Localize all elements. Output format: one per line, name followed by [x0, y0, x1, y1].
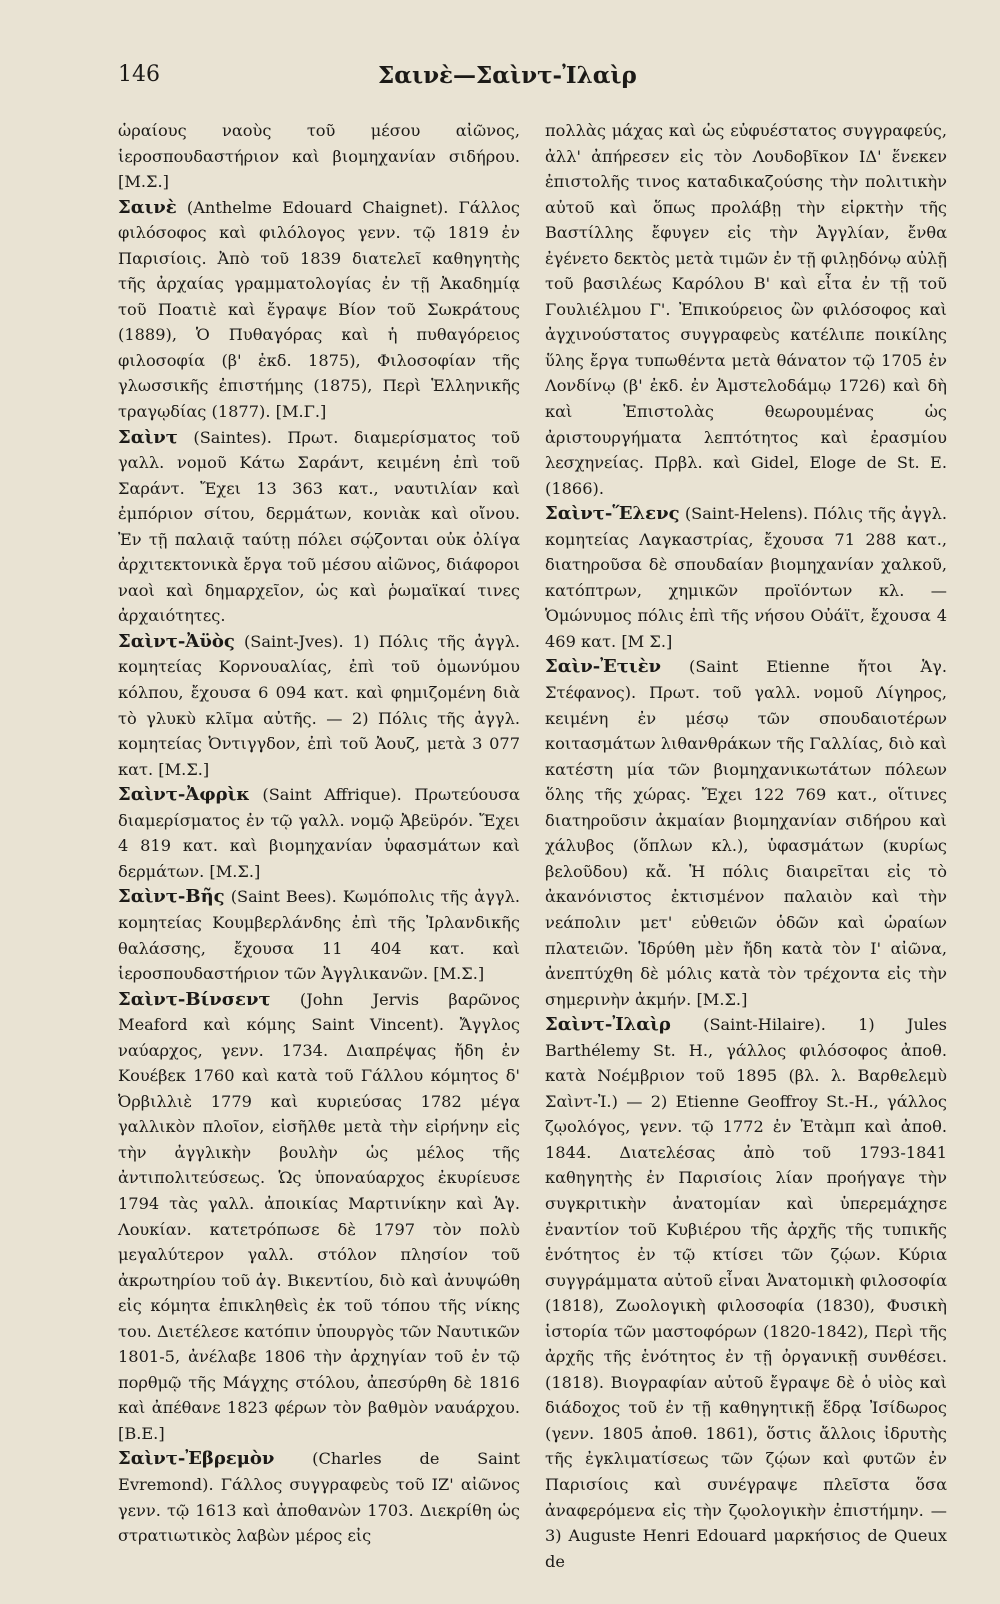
- entry-headword: Σαὶν-Ἐτιὲν: [545, 656, 662, 678]
- dictionary-entry: [545, 118, 947, 501]
- entry-headword: Σαὶντ-Βῆς: [118, 886, 225, 908]
- dictionary-entry: [118, 195, 520, 425]
- page-header: [118, 62, 938, 102]
- entry-headword: Σαὶντ-Ἀϋὸς: [118, 630, 235, 652]
- dictionary-entry: [118, 1446, 520, 1548]
- dictionary-entry: [545, 501, 947, 654]
- entry-headword: Σαὶντ-Ἕλενς: [545, 503, 680, 525]
- entry-headword: Σαὶντ-Ἐβρεμὸν: [118, 1448, 275, 1470]
- entry-text: (Saint-Jves). 1) Πόλις τῆς ἀγγλ. κομητείας Κορνουαλίας, ἐπὶ τοῦ ὁμωνύμου κόλπου, ἔχουσα 6 094 κατ. καὶ φημιζομένη διὰ τὸ γλυκὺ κλῖμα αὐτῆς. — 2) Πόλις τῆς ἀγγλ. κομητείας Ὀντιγγδον, ἐπὶ τοῦ Ἀουζ, μετὰ 3 077 κατ. [Μ.Σ.]: [118, 631, 520, 779]
- dictionary-entry: [545, 654, 947, 1012]
- dictionary-entry: [118, 425, 520, 629]
- entry-headword: Σαινὲ: [118, 196, 177, 218]
- dictionary-entry: [118, 987, 520, 1447]
- dictionary-entry: [545, 1012, 947, 1574]
- entry-headword: Σαὶντ-Ἀφρὶκ: [118, 784, 250, 806]
- left-column: [118, 118, 520, 1549]
- entry-text: (Saint Etienne ἤτοι Ἁγ. Στέφανος). Πρωτ. τοῦ γαλλ. νομοῦ Λίγηρος, κειμένη ἐν μέσῳ τῶν σπουδαιοτέρων κοιτασμάτων λιθανθράκων τῆς Γαλλίας, διὸ καὶ κατέστη μία τῶν βιομηχανικωτάτων πόλεων ὅλης τῆς χώρας. Ἔχει 122 769 κατ., οἵτινες διατηροῦσιν ἀκμαίαν βιομηχανίαν σιδήρου καὶ χάλυβος (ὅπλων κλ.), ὑφασμάτων (κυρίως βελοῦδου) κἄ. Ἡ πόλις διαιρεῖται εἰς τὸ ἀκανόνιστος ἐκτισμένον παλαιὸν καὶ τὴν νεάπολιν μετ' εὐθειῶν ὁδῶν καὶ ὡραίων πλατειῶν. Ἱδρύθη μὲν ἤδη κατὰ τὸν Ι' αἰῶνα, ἀνεπτύχθη δὲ μόλις κατὰ τὸν τρέχοντα εἰς τὴν σημερινὴν ἀκμήν. [Μ.Σ.]: [545, 657, 947, 1009]
- entry-text: (Saint-Helens). Πόλις τῆς ἀγγλ. κομητείας Λαγκαστρίας, ἔχουσα 71 288 κατ., διατηροῦσα δὲ σπουδαίαν βιομηχανίαν χαλκοῦ, κατόπτρων, χημικῶν προϊόντων κλ. — Ὁμώνυμος πόλις ἐπὶ τῆς νήσου Οὐάϊτ, ἔχουσα 4 469 κατ. [Μ Σ.]: [545, 504, 947, 651]
- entry-text: (Saint-Hilaire). 1) Jules Barthélemy St. H., γάλλος φιλόσοφος ἀποθ. κατὰ Νοέμβριον τοῦ 1895 (βλ. λ. Βαρθελεμὺ Σαὶντ-Ἰ.) — 2) Etienne Geoffroy St.-H., γάλλος ζῳολόγος, γενν. τῷ 1772 ἐν Ἐτὰμπ καὶ ἀποθ. 1844. Διατελέσας ἀπὸ τοῦ 1793-1841 καθηγητὴς ἐν Παρισίοις λίαν προήγαγε τὴν συγκριτικὴν ἀνατομίαν καὶ ὑπερεμάχησε ἐναντίον τοῦ Κυβιέρου τῆς ἀρχῆς τῆς τυπικῆς ἑνότητος ἐν τῷ κτίσει τῶν ζῴων. Κύρια συγγράμματα αὐτοῦ εἶναι Ἀνατομικὴ φιλοσοφία (1818), Ζωολογικὴ φιλοσοφία (1830), Φυσικὴ ἱστορία τῶν μαστοφόρων (1820-1842), Περὶ τῆς ἀρχῆς τῆς ἑνότητος ἐν τῇ ὀργανικῇ συνθέσει. (1818). Βιογραφίαν αὐτοῦ ἔγραψε δὲ ὁ υἱὸς καὶ διάδοχος τοῦ ἐν τῇ καθηγητικῇ ἕδρᾳ Ἰσίδωρος (γενν. 1805 ἀποθ. 1861), ὅστις ἄλλοις ἰδρυτὴς τῆς ἐγκλιματίσεως τῶν ζῴων καὶ φυτῶν ἐν Παρισίοις καὶ συνέγραψε πλεῖστα ὅσα ἀναφερόμενα εἰς τὴν ζῳολογικὴν ἐπιστήμην. —3) Auguste Henri Edouard μαρκήσιος de Queux de: [545, 1015, 947, 1571]
- entry-headword: Σαὶντ-Βίνσεντ: [118, 988, 271, 1010]
- dictionary-entry: [118, 782, 520, 884]
- entry-headword: Σαὶντ-Ἰλαὶρ: [545, 1014, 671, 1036]
- entry-headword: Σαὶντ: [118, 426, 178, 448]
- entry-text: (John Jervis βαρῶνος Meaford καὶ κόμης Saint Vincent). Ἄγγλος ναύαρχος, γενν. 1734. Διαπρέψας ἤδη ἐν Κουέβεκ 1760 καὶ κατὰ τοῦ Γάλλου κόμητος δ' Ὀρβιλλιὲ 1779 καὶ κυριεύσας 1782 μέγα γαλλικὸν πλοῖον, εἰσῆλθε μετὰ τὴν εἰρήνην εἰς τὴν ἀγγλικὴν βουλὴν ὡς μέλος τῆς ἀντιπολιτεύσεως. Ὡς ὑποναύαρχος ἐκυρίευσε 1794 τὰς γαλλ. ἀποικίας Μαρτινίκην καὶ Ἁγ. Λουκίαν. κατετρόπωσε δὲ 1797 τὸν πολὺ μεγαλύτερον γαλλ. στόλον πλησίον τοῦ ἀκρωτηρίου τοῦ ἁγ. Βικεντίου, διὸ καὶ ἀνυψώθη εἰς κόμητα ἐπικληθεὶς ἐκ τοῦ τόπου τῆς νίκης του. Διετέλεσε κατόπιν ὑπουργὸς τῶν Ναυτικῶν 1801-5, ἀνέλαβε 1806 τὴν ἀρχηγίαν τοῦ ἐν τῷ πορθμῷ τῆς Μάγχης στόλου, ἀπεσύρθη δὲ 1816 καὶ ἀπέθανε 1823 φέρων τὸν βαθμὸν ναυάρχου. [Β.Ε.]: [118, 989, 520, 1443]
- running-head: Σαινὲ—Σαὶντ-Ἰλαὶρ: [378, 62, 637, 89]
- entry-text: πολλὰς μάχας καὶ ὡς εὐφυέστατος συγγραφεύς, ἀλλ' ἀπήρεσεν εἰς τὸν Λουδοβῖκον ΙΔ' ἕνεκεν ἐπιστολῆς τινος καταδικαζούσης τὴν πολιτικὴν αὐτοῦ καὶ ὅπως προλάβῃ τὴν εἱρκτὴν τῆς Βαστίλλης ἔφυγεν εἰς τὴν Ἀγγλίαν, ἔνθα ἐγένετο δεκτὸς μετὰ τιμῶν ἐν τῇ φιλῃδόνῳ αὐλῇ τοῦ βασιλέως Καρόλου Β' καὶ εἶτα ἐν τῇ τοῦ Γουλιέλμου Γ'. Ἐπικούρειος ὢν φιλόσοφος καὶ ἀγχινούστατος συγγραφεὺς κατέλιπε ποικίλης ὕλης ἔργα τυπωθέντα μετὰ θάνατον τῷ 1705 ἐν Λονδίνῳ (β' ἐκδ. ἐν Ἀμστελοδάμῳ 1726) καὶ δὴ καὶ Ἐπιστολὰς θεωρουμένας ὡς ἀριστουργήματα λεπτότητος καὶ ἐρασμίου λεσχηνείας. Πρβλ. καὶ Gidel, Eloge de St. E. (1866).: [545, 121, 947, 498]
- entry-text: (Saint Bees). Κωμόπολις τῆς ἀγγλ. κομητείας Κουμβερλάνδης ἐπὶ τῆς Ἰρλανδικῆς θαλάσσης, ἔχουσα 11 404 κατ. καὶ ἱεροσπουδαστήριον τῶν Ἀγγλικανῶν. [Μ.Σ.]: [118, 887, 520, 984]
- entry-text: (Anthelme Edouard Chaignet). Γάλλος φιλόσοφος καὶ φιλόλογος γενν. τῷ 1819 ἐν Παρισίοις. Ἀπὸ τοῦ 1839 διατελεῖ καθηγητὴς τῆς ἀρχαίας γραμματολογίας ἐν τῇ Ἀκαδημίᾳ τοῦ Ποατιὲ καὶ ἔγραψε Βίον τοῦ Σωκράτους (1889), Ὁ Πυθαγόρας καὶ ἡ πυθαγόρειος φιλοσοφία (β' ἐκδ. 1875), Φιλοσοφίαν τῆς γλωσσικῆς ἐπιστήμης (1875), Περὶ Ἑλληνικῆς τραγῳδίας (1877). [Μ.Γ.]: [118, 197, 520, 422]
- dictionary-entry: [118, 884, 520, 986]
- page-number: 146: [118, 62, 160, 87]
- entry-text: ὡραίους ναοὺς τοῦ μέσου αἰῶνος, ἱεροσπουδαστήριον καὶ βιομηχανίαν σιδήρου. [Μ.Σ.]: [118, 121, 520, 192]
- dictionary-entry: [118, 629, 520, 782]
- entry-text: (Charles de Saint Evremond). Γάλλος συγγραφεὺς τοῦ ΙΖ' αἰῶνος γενν. τῷ 1613 καὶ ἀποθανὼν 1703. Διεκρίθη ὡς στρατιωτικὸς λαβὼν μέρος εἰς: [118, 1449, 520, 1546]
- right-column: [545, 118, 947, 1574]
- entry-text: (Saintes). Πρωτ. διαμερίσματος τοῦ γαλλ. νομοῦ Κάτω Σαράντ, κειμένη ἐπὶ τοῦ Σαράντ. Ἔχει 13 363 κατ., ναυτιλίαν καὶ ἐμπόριον σίτου, δερμάτων, κονιὰκ καὶ οἴνου. Ἐν τῇ παλαιᾷ ταύτῃ πόλει σῴζονται οὐκ ὀλίγα ἀρχιτεκτονικὰ ἔργα τοῦ μέσου αἰῶνος, διάφοροι ναοὶ καὶ δημαρχεῖον, ὡς καὶ ῥωμαϊκαί τινες ἀρχαιότητες.: [118, 427, 520, 626]
- entry-text: (Saint Affrique). Πρωτεύουσα διαμερίσματος ἐν τῷ γαλλ. νομῷ Ἀβεϋρόν. Ἔχει 4 819 κατ. καὶ βιομηχανίαν ὑφασμάτων καὶ δερμάτων. [Μ.Σ.]: [118, 785, 520, 881]
- dictionary-entry: [118, 118, 520, 195]
